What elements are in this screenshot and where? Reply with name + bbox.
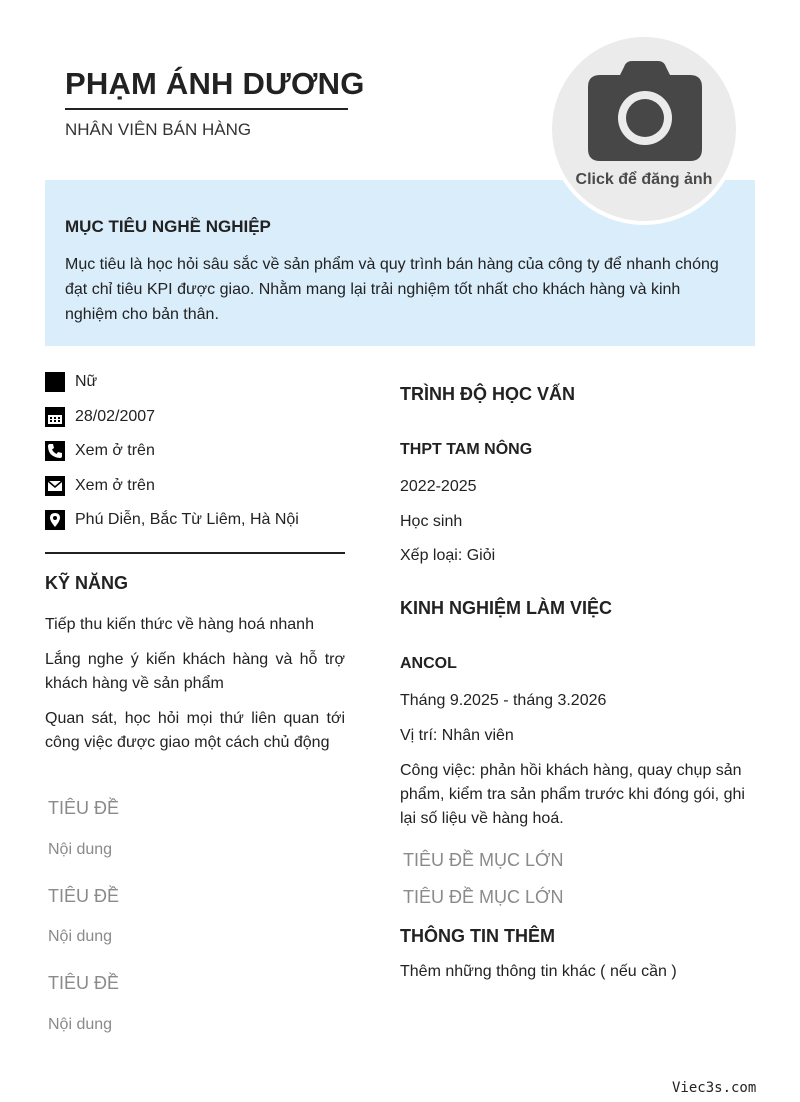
education-period: 2022-2025: [400, 478, 477, 495]
info-gender: [45, 371, 97, 393]
cv-name: PHẠM ÁNH DƯƠNG: [65, 66, 348, 110]
placeholder-section-content[interactable]: Nội dung: [48, 928, 113, 945]
watermark: Viec3s.com: [672, 1080, 757, 1096]
calendar-icon: [45, 407, 65, 427]
skills-title: KỸ NĂNG: [45, 573, 129, 593]
email-icon: [45, 476, 65, 496]
info-phone: [45, 440, 155, 462]
experience-position: Vị trí: Nhân viên: [400, 727, 514, 744]
info-phone-text: Xem ở trên: [75, 442, 155, 459]
skill-item: Lắng nghe ý kiến khách hàng và hỗ trợ khách hàng về sản phẩm: [45, 651, 345, 692]
info-email: [45, 475, 155, 497]
placeholder-section-title[interactable]: TIÊU ĐỀ: [48, 886, 120, 906]
info-gender-text: Nữ: [75, 373, 98, 390]
placeholder-section-content[interactable]: Nội dung: [48, 1016, 113, 1033]
photo-upload[interactable]: [548, 33, 740, 225]
placeholder-major-title[interactable]: TIÊU ĐỀ MỤC LỚN: [403, 887, 564, 907]
section-divider: [45, 552, 345, 554]
additional-title: THÔNG TIN THÊM: [400, 926, 555, 946]
photo-upload-label: Click để đăng ảnh: [575, 171, 713, 188]
info-address: [45, 509, 299, 531]
info-birthday-text: 28/02/2007: [75, 408, 156, 425]
phone-icon: [45, 441, 65, 461]
info-birthday: [45, 406, 155, 428]
experience-title: KINH NGHIỆM LÀM VIỆC: [400, 598, 613, 618]
education-role: Học sinh: [400, 513, 463, 530]
experience-company: ANCOL: [400, 655, 457, 672]
info-address-text: Phú Diễn, Bắc Từ Liêm, Hà Nội: [75, 511, 299, 528]
cv-job-title: NHÂN VIÊN BÁN HÀNG: [65, 120, 252, 139]
info-email-text: Xem ở trên: [75, 477, 155, 494]
placeholder-major-title[interactable]: TIÊU ĐỀ MỤC LỚN: [403, 850, 564, 870]
objective-title: MỤC TIÊU NGHỀ NGHIỆP: [65, 217, 271, 236]
experience-period: Tháng 9.2025 - tháng 3.2026: [400, 692, 607, 709]
skill-item: Quan sát, học hỏi mọi thứ liên quan tới công việc được giao một cách chủ động: [45, 710, 345, 751]
location-icon: [45, 510, 65, 530]
objective-text: Mục tiêu là học hỏi sâu sắc về sản phẩm và quy trình bán hàng của công ty để nhanh chóng đạt chỉ tiêu KPI được giao. Nhằm mang lại trải nghiệm tốt nhất cho khách hàng và kinh nghiệm cho bản thân.: [65, 256, 719, 323]
skill-item: Tiếp thu kiến thức về hàng hoá nhanh: [45, 616, 314, 633]
placeholder-section-title[interactable]: TIÊU ĐỀ: [48, 973, 120, 993]
placeholder-section-content[interactable]: Nội dung: [48, 841, 113, 858]
education-school: THPT TAM NÔNG: [400, 441, 533, 458]
camera-icon: [588, 61, 702, 161]
placeholder-section-title[interactable]: TIÊU ĐỀ: [48, 798, 120, 818]
additional-text: Thêm những thông tin khác ( nếu cần ): [400, 963, 677, 980]
education-grade: Xếp loại: Giỏi: [400, 547, 496, 564]
education-title: TRÌNH ĐỘ HỌC VẤN: [400, 384, 575, 404]
gender-icon: [45, 372, 65, 392]
experience-description: Công việc: phản hồi khách hàng, quay chụp sản phẩm, kiểm tra sản phẩm trước khi đóng gói, ghi lại số liệu về hàng hoá.: [400, 762, 745, 827]
